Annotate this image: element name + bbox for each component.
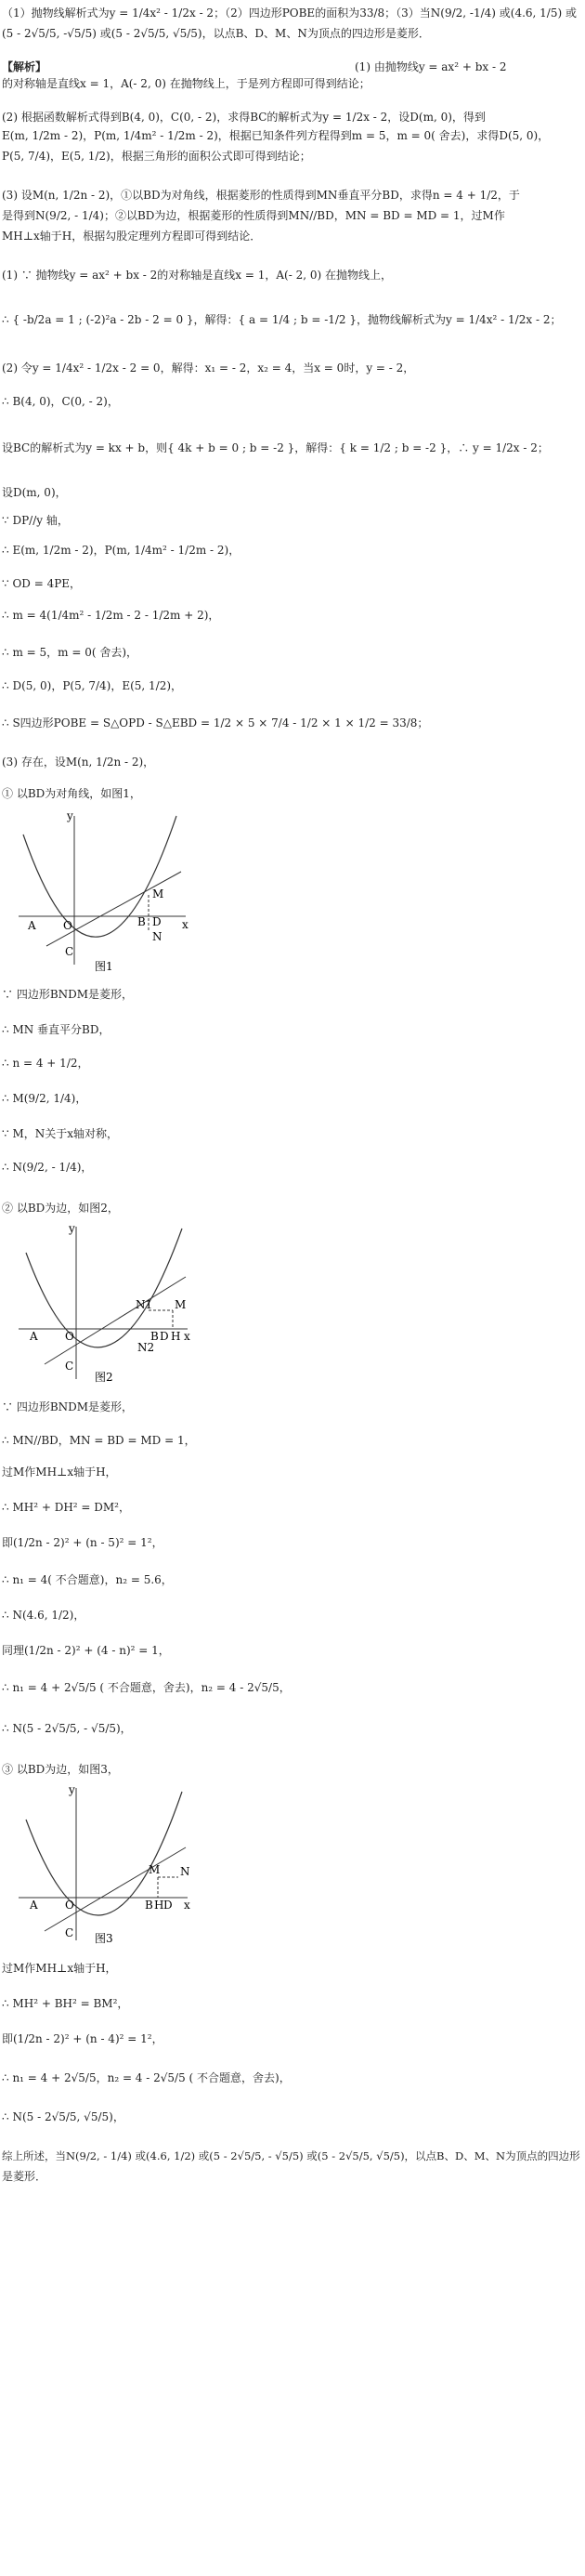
solution-line: ∴ n₁ = 4 + 2√5/5 ( 不合题意，舍去)，n₂ = 4 - 2√5/5， bbox=[2, 1681, 291, 1694]
label-m: M bbox=[149, 1863, 161, 1876]
analysis-line: (1) 由抛物线y = ax² + bx - 2 bbox=[355, 60, 507, 73]
label-c: C bbox=[65, 1360, 74, 1373]
analysis-line: MH⊥x轴于H，根据勾股定理列方程即可得到结论． bbox=[2, 230, 262, 243]
label-b: B bbox=[137, 915, 146, 928]
label-a: A bbox=[28, 919, 36, 932]
solution-line: ∵ 四边形BNDM是菱形， bbox=[2, 1400, 134, 1413]
solution-line: ∴ MH² + DH² = DM²， bbox=[2, 1501, 130, 1514]
figure-3 bbox=[9, 1782, 195, 1945]
analysis-line: E(m, 1/2m - 2)，P(m, 1/4m² - 1/2m - 2)，根据已知条件列方程得到m = 5，m = 0( 舍去)，求得D(5, 0)， bbox=[2, 129, 550, 142]
label-d: D bbox=[163, 1899, 173, 1912]
solution-line: ∴ N(9/2, - 1/4)， bbox=[2, 1161, 93, 1174]
solution-line: ∵ DP//y 轴， bbox=[2, 514, 69, 527]
label-m: M bbox=[175, 1298, 187, 1311]
answer-line: （1）抛物线解析式为y = 1/4x² - 1/2x - 2；（2）四边形POBE的面积为33/8；（3）当N(9/2, -1/4) 或(4.6, 1/5) 或 bbox=[2, 7, 577, 20]
solution-line: 过M作MH⊥x轴于H， bbox=[2, 1465, 117, 1479]
solution-line: ∴ n₁ = 4( 不合题意)，n₂ = 5.6， bbox=[2, 1573, 173, 1586]
solution-line: ∴ D(5, 0)，P(5, 7/4)，E(5, 1/2)， bbox=[2, 679, 183, 692]
solution-line: ∴ m = 5，m = 0( 舍去)， bbox=[2, 646, 138, 659]
answer-line: (5 - 2√5/5, -√5/5) 或(5 - 2√5/5, √5/5)，以点B、D、M、N为顶点的四边形是菱形． bbox=[2, 27, 430, 40]
solution-line: 设D(m, 0)， bbox=[2, 486, 67, 499]
solution-line: ∴ N(5 - 2√5/5, - √5/5)， bbox=[2, 1722, 132, 1735]
section-label: 【解析】 bbox=[2, 60, 47, 73]
label-a: A bbox=[30, 1330, 38, 1343]
analysis-line: P(5, 7/4)，E(5, 1/2)，根据三角形的面积公式即可得到结论； bbox=[2, 150, 311, 163]
solution-line: ① 以BD为对角线，如图1， bbox=[2, 787, 141, 800]
analysis-line: 是得到N(9/2, - 1/4)；②以BD为边，根据菱形的性质得到MN//BD，MN = BD = MD = 1，过M作 bbox=[2, 209, 505, 222]
label-x: x bbox=[184, 1899, 190, 1912]
solution-line: ∵ OD = 4PE， bbox=[2, 577, 82, 590]
label-h: H bbox=[171, 1330, 181, 1343]
label-h: H bbox=[154, 1899, 164, 1912]
parabola bbox=[26, 1792, 182, 1915]
label-y: y bbox=[67, 809, 73, 822]
label-o: O bbox=[65, 1330, 74, 1343]
label-b: B bbox=[150, 1330, 159, 1343]
solution-line: 同理(1/2n - 2)² + (4 - n)² = 1， bbox=[2, 1644, 170, 1657]
label-d: D bbox=[160, 1330, 169, 1343]
label-a: A bbox=[30, 1899, 38, 1912]
solution-line: ∴ M(9/2, 1/4)， bbox=[2, 1092, 87, 1105]
label-n2: N2 bbox=[137, 1341, 155, 1354]
label-x: x bbox=[184, 1330, 190, 1343]
solution-line: ∴ N(5 - 2√5/5, √5/5)， bbox=[2, 2110, 124, 2123]
analysis-line: (2) 根据函数解析式得到B(4, 0)，C(0, - 2)，求得BC的解析式为y = 1/2x - 2，设D(m, 0)，得到 bbox=[2, 111, 486, 124]
analysis-line: 的对称轴是直线x = 1，A(- 2, 0) 在抛物线上，于是列方程即可得到结论； bbox=[2, 77, 370, 90]
label-m: M bbox=[152, 887, 164, 900]
analysis-line: (3) 设M(n, 1/2n - 2)，①以BD为对角线，根据菱形的性质得到MN垂直平分BD，求得n = 4 + 1/2，于 bbox=[2, 189, 520, 202]
solution-line: (3) 存在，设M(n, 1/2n - 2)， bbox=[2, 756, 155, 769]
solution-line: ∴ MN//BD，MN = BD = MD = 1， bbox=[2, 1434, 196, 1447]
label-c: C bbox=[65, 1926, 74, 1939]
solution-line: 即(1/2n - 2)² + (n - 5)² = 1²， bbox=[2, 1536, 163, 1549]
label-o: O bbox=[65, 1899, 74, 1912]
solution-line: ∴ m = 4(1/4m² - 1/2m - 2 - 1/2m + 2)， bbox=[2, 609, 220, 622]
figure-caption: 图3 bbox=[95, 1932, 113, 1945]
label-x: x bbox=[182, 918, 188, 931]
line-bc bbox=[45, 1847, 186, 1931]
solution-line: (2) 令y = 1/4x² - 1/2x - 2 = 0，解得：x₁ = - 2，x₂ = 4，当x = 0时，y = - 2， bbox=[2, 361, 415, 375]
label-d: D bbox=[152, 915, 162, 928]
solution-line: ③ 以BD为边，如图3， bbox=[2, 1763, 119, 1776]
solution-line: ∵ M，N关于x轴对称， bbox=[2, 1127, 119, 1140]
solution-line: ∴ MN 垂直平分BD， bbox=[2, 1023, 110, 1036]
solution-line: ∴ { -b/2a = 1 ; (-2)²a - 2b - 2 = 0 }，解得：{ a = 1/4 ; b = -1/2 }，抛物线解析式为y = 1/4x² - 1/2x - 2； bbox=[2, 313, 562, 326]
solution-line: ∴ N(4.6, 1/2)， bbox=[2, 1609, 85, 1622]
solution-line: ∴ n = 4 + 1/2， bbox=[2, 1057, 89, 1070]
label-c: C bbox=[65, 945, 74, 958]
figure-2 bbox=[9, 1221, 195, 1384]
solution-line: ∴ B(4, 0)，C(0, - 2)， bbox=[2, 395, 119, 408]
label-n1: N1 bbox=[136, 1298, 153, 1311]
solution-line: (1) ∵ 抛物线y = ax² + bx - 2的对称轴是直线x = 1，A(- 2, 0) 在抛物线上， bbox=[2, 269, 392, 282]
solution-line: ∴ S四边形POBE = S△OPD - S△EBD = 1/2 × 5 × 7/4 - 1/2 × 1 × 1/2 = 33/8； bbox=[2, 716, 429, 729]
figure-1 bbox=[9, 807, 195, 974]
solution-line: ∴ n₁ = 4 + 2√5/5，n₂ = 4 - 2√5/5 ( 不合题意，舍去)， bbox=[2, 2071, 291, 2084]
label-o: O bbox=[63, 919, 72, 932]
solution-line: ∵ 四边形BNDM是菱形， bbox=[2, 988, 134, 1001]
figure-caption: 图2 bbox=[95, 1371, 113, 1384]
label-n: N bbox=[152, 930, 162, 943]
conclusion-line: 是菱形． bbox=[2, 2170, 47, 2183]
solution-line: 设BC的解析式为y = kx + b，则{ 4k + b = 0 ; b = -2 }，解得：{ k = 1/2 ; b = -2 }，∴ y = 1/2x - 2； bbox=[2, 441, 549, 454]
label-n: N bbox=[180, 1865, 190, 1878]
line-bc bbox=[45, 1277, 186, 1364]
label-b: B bbox=[145, 1899, 153, 1912]
solution-line: ② 以BD为边，如图2， bbox=[2, 1202, 119, 1215]
label-y: y bbox=[69, 1783, 75, 1796]
solution-line: 即(1/2n - 2)² + (n - 4)² = 1²， bbox=[2, 2032, 163, 2045]
conclusion-line: 综上所述，当N(9/2, - 1/4) 或(4.6, 1/2) 或(5 - 2√5/5, - √5/5) 或(5 - 2√5/5, √5/5)，以点B、D、M、N为顶点的四边形 bbox=[2, 2149, 580, 2162]
solution-line: ∴ MH² + BH² = BM²， bbox=[2, 1997, 129, 2010]
figure-caption: 图1 bbox=[95, 960, 113, 973]
solution-line: ∴ E(m, 1/2m - 2)，P(m, 1/4m² - 1/2m - 2)， bbox=[2, 544, 240, 557]
label-y: y bbox=[69, 1222, 75, 1235]
solution-line: 过M作MH⊥x轴于H， bbox=[2, 1962, 117, 1975]
